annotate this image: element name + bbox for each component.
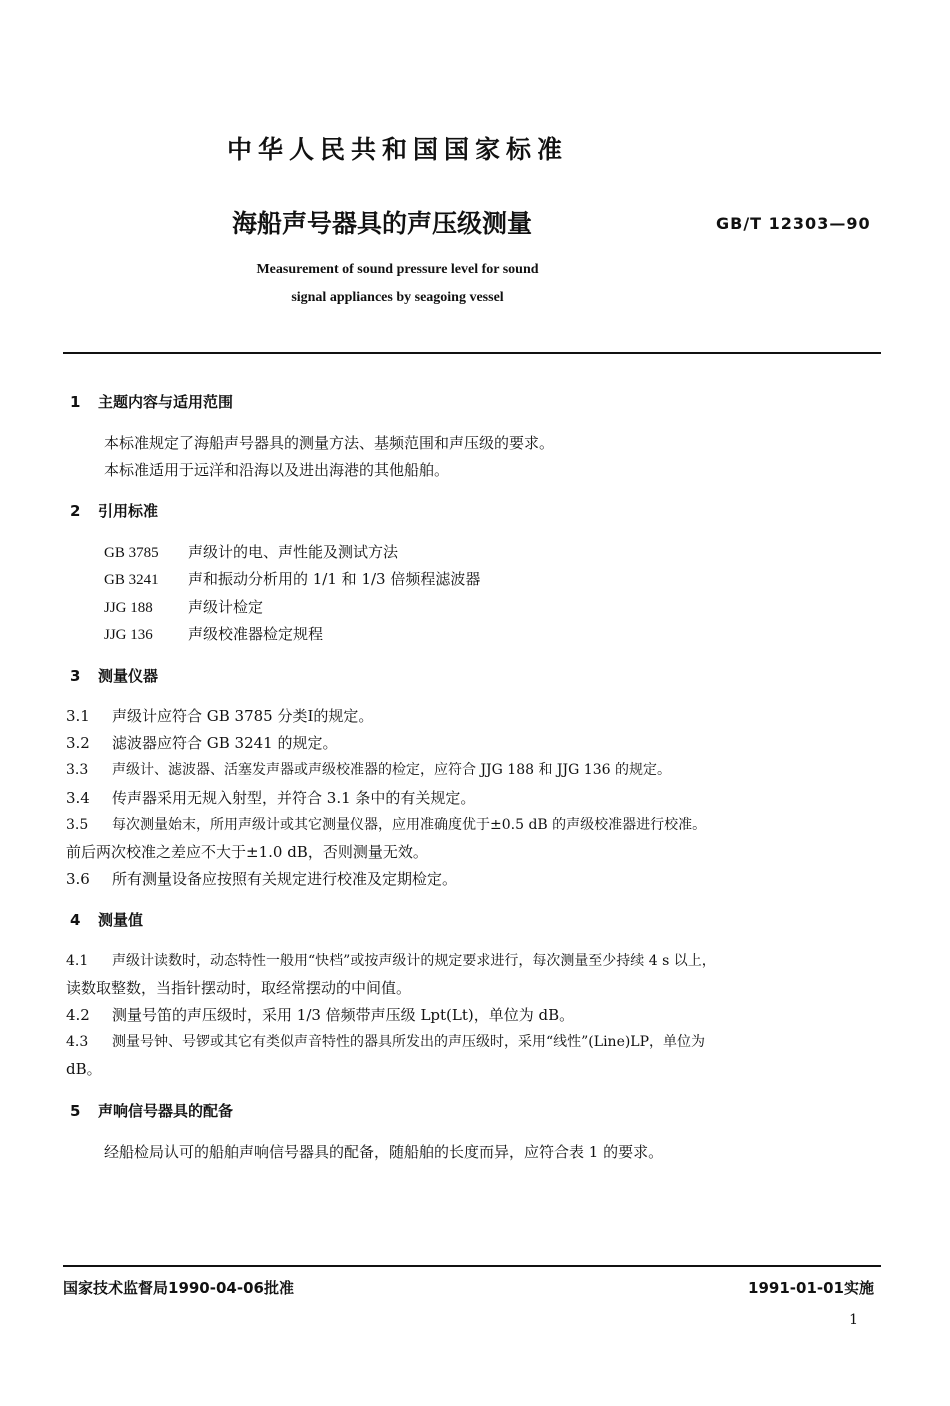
reference-title: 声和振动分析用的 1/1 和 1/3 倍频程滤波器 — [188, 570, 481, 588]
section-title: 测量值 — [98, 911, 144, 929]
section-4-heading — [70, 909, 143, 930]
clause-number: 4.1 — [66, 953, 89, 969]
section-1-paragraph-1: 本标准规定了海船声号器具的测量方法、基频范围和声压级的要求。 — [104, 434, 555, 452]
reference-code: GB 3785 — [104, 545, 159, 561]
standard-code: GB/T 12303—90 — [716, 214, 871, 233]
implementation-date: 1991-01-01实施 — [748, 1279, 874, 1297]
section-number: 2 — [70, 502, 81, 520]
clause-4-1 — [66, 950, 716, 970]
footer-divider — [63, 1265, 881, 1267]
reference-code: JJG 136 — [104, 627, 153, 643]
section-number: 3 — [70, 667, 81, 685]
clause-text: 所有测量设备应按照有关规定进行校准及定期检定。 — [112, 870, 458, 888]
document-title-cn: 海船声号器具的声压级测量 — [232, 209, 533, 238]
section-1-heading — [70, 391, 233, 412]
clause-number: 3.4 — [66, 789, 90, 807]
clause-text: 声级计、滤波器、活塞发声器或声级校准器的检定，应符合 JJG 188 和 JJG 136 的规定。 — [112, 762, 671, 778]
section-1-paragraph-2: 本标准适用于远洋和沿海以及进出海港的其他船舶。 — [104, 461, 450, 479]
section-title: 主题内容与适用范围 — [98, 393, 234, 411]
section-2-heading — [70, 500, 158, 521]
section-3-heading — [70, 665, 158, 686]
reference-item — [104, 541, 398, 562]
document-title-en-line1: Measurement of sound pressure level for sound — [256, 262, 539, 277]
clause-number: 4.2 — [66, 1006, 90, 1024]
clause-text: 测量号笛的声压级时，采用 1/3 倍频带声压级 Lpt(Lt)，单位为 dB。 — [112, 1006, 575, 1024]
reference-code: JJG 188 — [104, 600, 153, 616]
section-number: 1 — [70, 393, 81, 411]
clause-number: 3.5 — [66, 817, 89, 833]
clause-3-6 — [66, 868, 457, 889]
reference-title: 声级校准器检定规程 — [188, 625, 324, 643]
clause-4-1-continuation: 读数取整数，当指针摆动时，取经常摆动的中间值。 — [66, 979, 412, 997]
page-number: 1 — [849, 1312, 858, 1328]
clause-text: 滤波器应符合 GB 3241 的规定。 — [112, 734, 338, 752]
clause-text: 声级计读数时，动态特性一般用“快档”或按声级计的规定要求进行，每次测量至少持续 4 s 以上， — [112, 953, 716, 969]
section-number: 5 — [70, 1102, 81, 1120]
clause-number: 3.3 — [66, 762, 89, 778]
clause-number: 3.2 — [66, 734, 90, 752]
reference-title: 声级计的电、声性能及测试方法 — [188, 543, 399, 561]
header-divider — [63, 352, 881, 354]
clause-number: 3.1 — [66, 707, 90, 725]
approval-date: 国家技术监督局1990-04-06批准 — [63, 1279, 294, 1297]
clause-4-3 — [66, 1031, 705, 1051]
reference-code: GB 3241 — [104, 572, 159, 588]
section-title: 测量仪器 — [98, 667, 159, 685]
clause-text: 测量号钟、号锣或其它有类似声音特性的器具所发出的声压级时，采用“线性”(Line)LP，单位为 — [112, 1034, 706, 1050]
reference-item — [104, 568, 480, 589]
document-title-en-line2: signal appliances by seagoing vessel — [291, 290, 504, 305]
section-number: 4 — [70, 911, 81, 929]
clause-3-2 — [66, 732, 338, 753]
section-5-heading — [70, 1100, 233, 1121]
clause-4-3-continuation: dB。 — [66, 1060, 102, 1078]
national-standard-title: 中华人民共和国国家标准 — [226, 135, 568, 164]
section-title: 引用标准 — [98, 502, 159, 520]
section-title: 声响信号器具的配备 — [98, 1102, 234, 1120]
clause-3-1 — [66, 705, 373, 726]
clause-text: 每次测量始末，所用声级计或其它测量仪器，应用准确度优于±0.5 dB 的声级校准器进行校准。 — [112, 817, 707, 833]
clause-text: 声级计应符合 GB 3785 分类Ⅰ的规定。 — [112, 707, 374, 725]
clause-number: 3.6 — [66, 870, 90, 888]
reference-item — [104, 596, 263, 617]
reference-title: 声级计检定 — [188, 598, 264, 616]
clause-4-2 — [66, 1004, 574, 1025]
clause-text: 传声器采用无规入射型，并符合 3.1 条中的有关规定。 — [112, 789, 476, 807]
clause-3-3 — [66, 759, 671, 779]
section-5-paragraph-1: 经船检局认可的船舶声响信号器具的配备，随船舶的长度而异，应符合表 1 的要求。 — [104, 1143, 664, 1161]
reference-item — [104, 623, 323, 644]
clause-number: 4.3 — [66, 1034, 89, 1050]
clause-3-5 — [66, 814, 706, 834]
clause-3-5-continuation: 前后两次校准之差应不大于±1.0 dB，否则测量无效。 — [66, 843, 428, 861]
clause-3-4 — [66, 787, 475, 808]
